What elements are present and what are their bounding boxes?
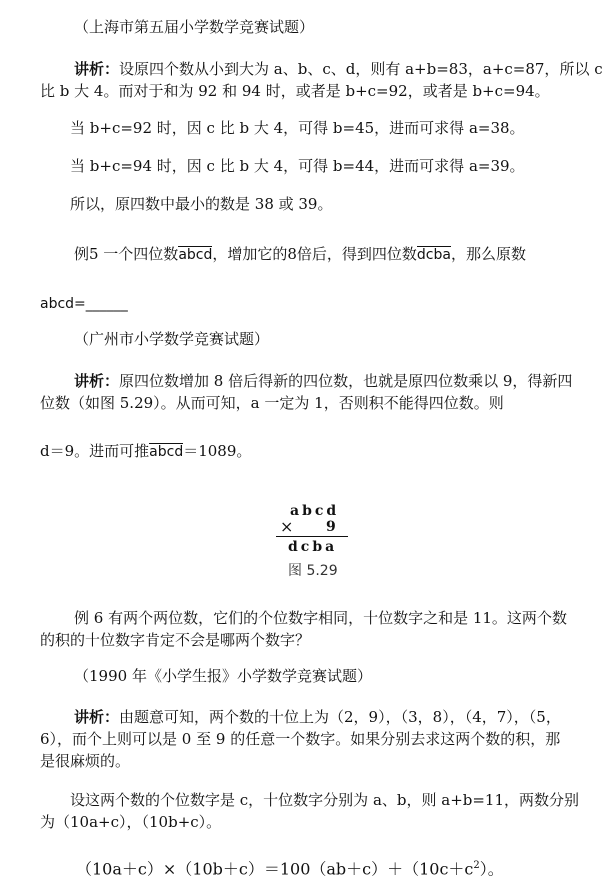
text-line: 为（10a+c），（10b+c）。 bbox=[40, 813, 222, 831]
result-line bbox=[40, 440, 251, 463]
example-text: ，增加它的8倍后，得到四位数 bbox=[212, 245, 417, 263]
overlined-abcd: abcd bbox=[149, 444, 184, 460]
analysis-label: 讲析： bbox=[74, 708, 120, 726]
text-line: 当 b+c=94 时，因 c 比 b 大 4，可得 b=44，进而可求得 a=39。 bbox=[70, 157, 525, 175]
figure-row-abcd: abcd bbox=[290, 503, 340, 519]
figure-caption: 图 5.29 bbox=[288, 563, 338, 579]
analysis-paragraph-1 bbox=[74, 58, 603, 80]
overlined-abcd: abcd bbox=[178, 247, 213, 263]
analysis-paragraph-2 bbox=[74, 370, 572, 392]
times-sign: × bbox=[280, 517, 294, 536]
text-line: 是很麻烦的。 bbox=[40, 752, 131, 770]
text-line: 所以，原四数中最小的数是 38 或 39。 bbox=[70, 195, 333, 213]
source-line-3: （1990 年《小学生报》小学数学竞赛试题） bbox=[74, 667, 372, 685]
formula-text: （10a＋c）×（10b＋c）＝100（ab＋c）＋（10c＋c bbox=[76, 859, 474, 879]
text-line: 位数（如图 5.29）。从而可知，a 一定为 1，否则积不能得四位数。则 bbox=[40, 394, 504, 412]
figure-multiplier: 9 bbox=[326, 519, 336, 535]
example-text: ，那么原数 bbox=[450, 245, 526, 263]
formula-line bbox=[76, 855, 504, 880]
answer-blank-line: abcd=______ bbox=[40, 296, 128, 312]
source-line-1: （上海市第五届小学数学竞赛试题） bbox=[74, 18, 315, 36]
analysis-label: 讲析： bbox=[74, 60, 120, 78]
text-line: 设这两个数的个位数字是 c，十位数字分别为 a、b，则 a+b=11，两数分别 bbox=[70, 791, 580, 809]
example-6-line: 例 6 有两个两位数，它们的个位数字相同，十位数字之和是 11。这两个数 bbox=[74, 609, 567, 627]
analysis-text: 由题意可知，两个数的十位上为（2，9），（3，8），（4，7），（5， bbox=[119, 708, 561, 726]
analysis-text: 设原四个数从小到大为 a、b、c、d，则有 a+b=83，a+c=87，所以 c bbox=[119, 60, 603, 78]
text-line: 6），而个上则可以是 0 至 9 的任意一个数字。如果分别去求这两个数的积，那 bbox=[40, 730, 561, 748]
analysis-label: 讲析： bbox=[74, 372, 120, 390]
analysis-text: 原四位数增加 8 倍后得新的四位数，也就是原四位数乘以 9，得新四 bbox=[119, 372, 573, 390]
example-5-line bbox=[74, 243, 526, 266]
figure-row-dcba: dcba bbox=[288, 539, 338, 555]
analysis-paragraph-3 bbox=[74, 706, 561, 728]
text-line: 比 b 大 4。而对于和为 92 和 94 时，或者是 b+c=92，或者是 b+c=94。 bbox=[40, 82, 550, 100]
formula-exponent: 2 bbox=[473, 860, 480, 871]
source-line-2: （广州市小学数学竞赛试题） bbox=[74, 330, 270, 348]
result-text: ＝1089。 bbox=[183, 442, 252, 460]
result-text: d＝9。进而可推 bbox=[40, 442, 150, 460]
formula-text: ）。 bbox=[479, 859, 504, 879]
example-text: 例5 一个四位数 bbox=[74, 245, 179, 263]
text-line: 的积的十位数字肯定不会是哪两个数字？ bbox=[40, 631, 311, 649]
text-line: 当 b+c=92 时，因 c 比 b 大 4，可得 b=45，进而可求得 a=38。 bbox=[70, 119, 525, 137]
overlined-dcba: dcba bbox=[416, 247, 451, 263]
